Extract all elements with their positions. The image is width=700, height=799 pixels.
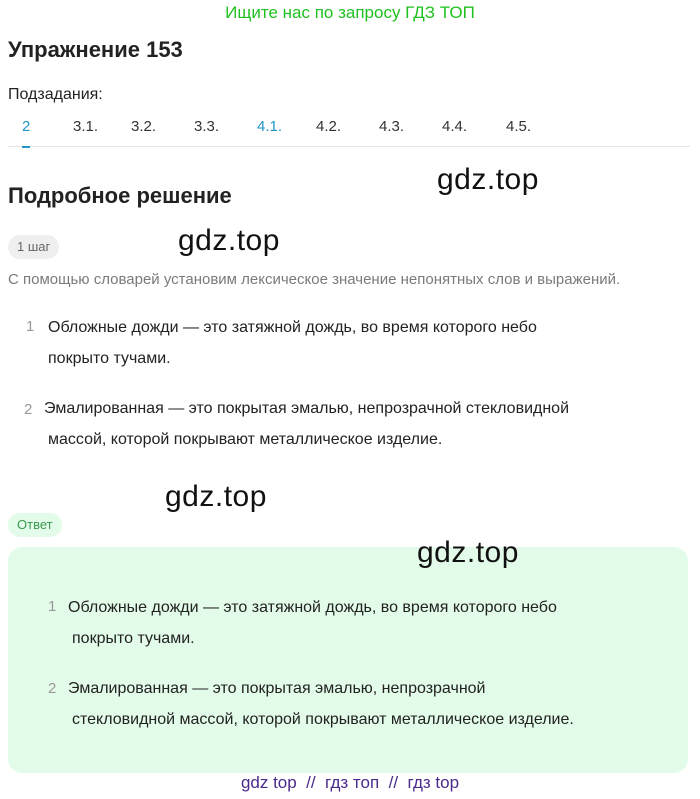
- tab-3-1[interactable]: 3.1.: [73, 118, 99, 135]
- tab-4-3[interactable]: 4.3.: [379, 118, 405, 135]
- solution-item-line: Обложные дожди — это затяжной дождь, во время которого небо: [48, 319, 537, 336]
- tab-4-4[interactable]: 4.4.: [442, 118, 468, 135]
- tab-4-1[interactable]: 4.1.: [257, 118, 283, 135]
- answer-badge: Ответ: [8, 513, 62, 537]
- answer-item-number: 2: [48, 680, 57, 697]
- answer-item-line: Обложные дожди — это затяжной дождь, во время которого небо: [68, 599, 557, 616]
- answer-item-line: Эмалированная — это покрытая эмалью, непрозрачной: [68, 680, 486, 697]
- tab-3-2[interactable]: 3.2.: [131, 118, 157, 135]
- answer-item: [68, 673, 574, 735]
- answer-item-line: стекловидной массой, которой покрывают металлическое изделие.: [72, 711, 574, 728]
- tab-4-2[interactable]: 4.2.: [316, 118, 342, 135]
- solution-item: [44, 393, 569, 455]
- footer-links: gdz top // гдз топ // гдз top: [240, 773, 460, 792]
- watermark: gdz.top: [437, 163, 539, 196]
- top-banner: Ищите нас по запросу ГДЗ ТОП: [225, 3, 475, 22]
- watermark: gdz.top: [178, 224, 280, 257]
- step-badge: 1 шаг: [8, 235, 59, 259]
- answer-item: [68, 592, 557, 654]
- exercise-title: Упражнение 153: [8, 37, 183, 62]
- tab-3-3[interactable]: 3.3.: [194, 118, 220, 135]
- answer-item-number: 1: [48, 598, 57, 615]
- solution-intro: С помощью словарей установим лексическое значение непонятных слов и выражений.: [8, 271, 621, 288]
- solution-item: [48, 312, 537, 374]
- answer-box: [8, 547, 688, 773]
- solution-item-number: 2: [24, 401, 33, 418]
- solution-item-number: 1: [26, 318, 35, 335]
- answer-item-line: покрыто тучами.: [72, 630, 195, 647]
- solution-item-line: покрыто тучами.: [48, 350, 171, 367]
- solution-item-line: Эмалированная — это покрытая эмалью, непрозрачной стекловидной: [44, 400, 570, 417]
- solution-item-line: массой, которой покрывают металлическое изделие.: [48, 431, 443, 448]
- watermark: gdz.top: [417, 536, 519, 569]
- tab-4-5[interactable]: 4.5.: [506, 118, 532, 135]
- subtask-tabs: [8, 112, 690, 147]
- watermark: gdz.top: [165, 480, 267, 513]
- tab-2[interactable]: 2: [22, 118, 30, 148]
- section-title: Подробное решение: [8, 183, 232, 208]
- subtasks-label: Подзадания:: [8, 86, 103, 103]
